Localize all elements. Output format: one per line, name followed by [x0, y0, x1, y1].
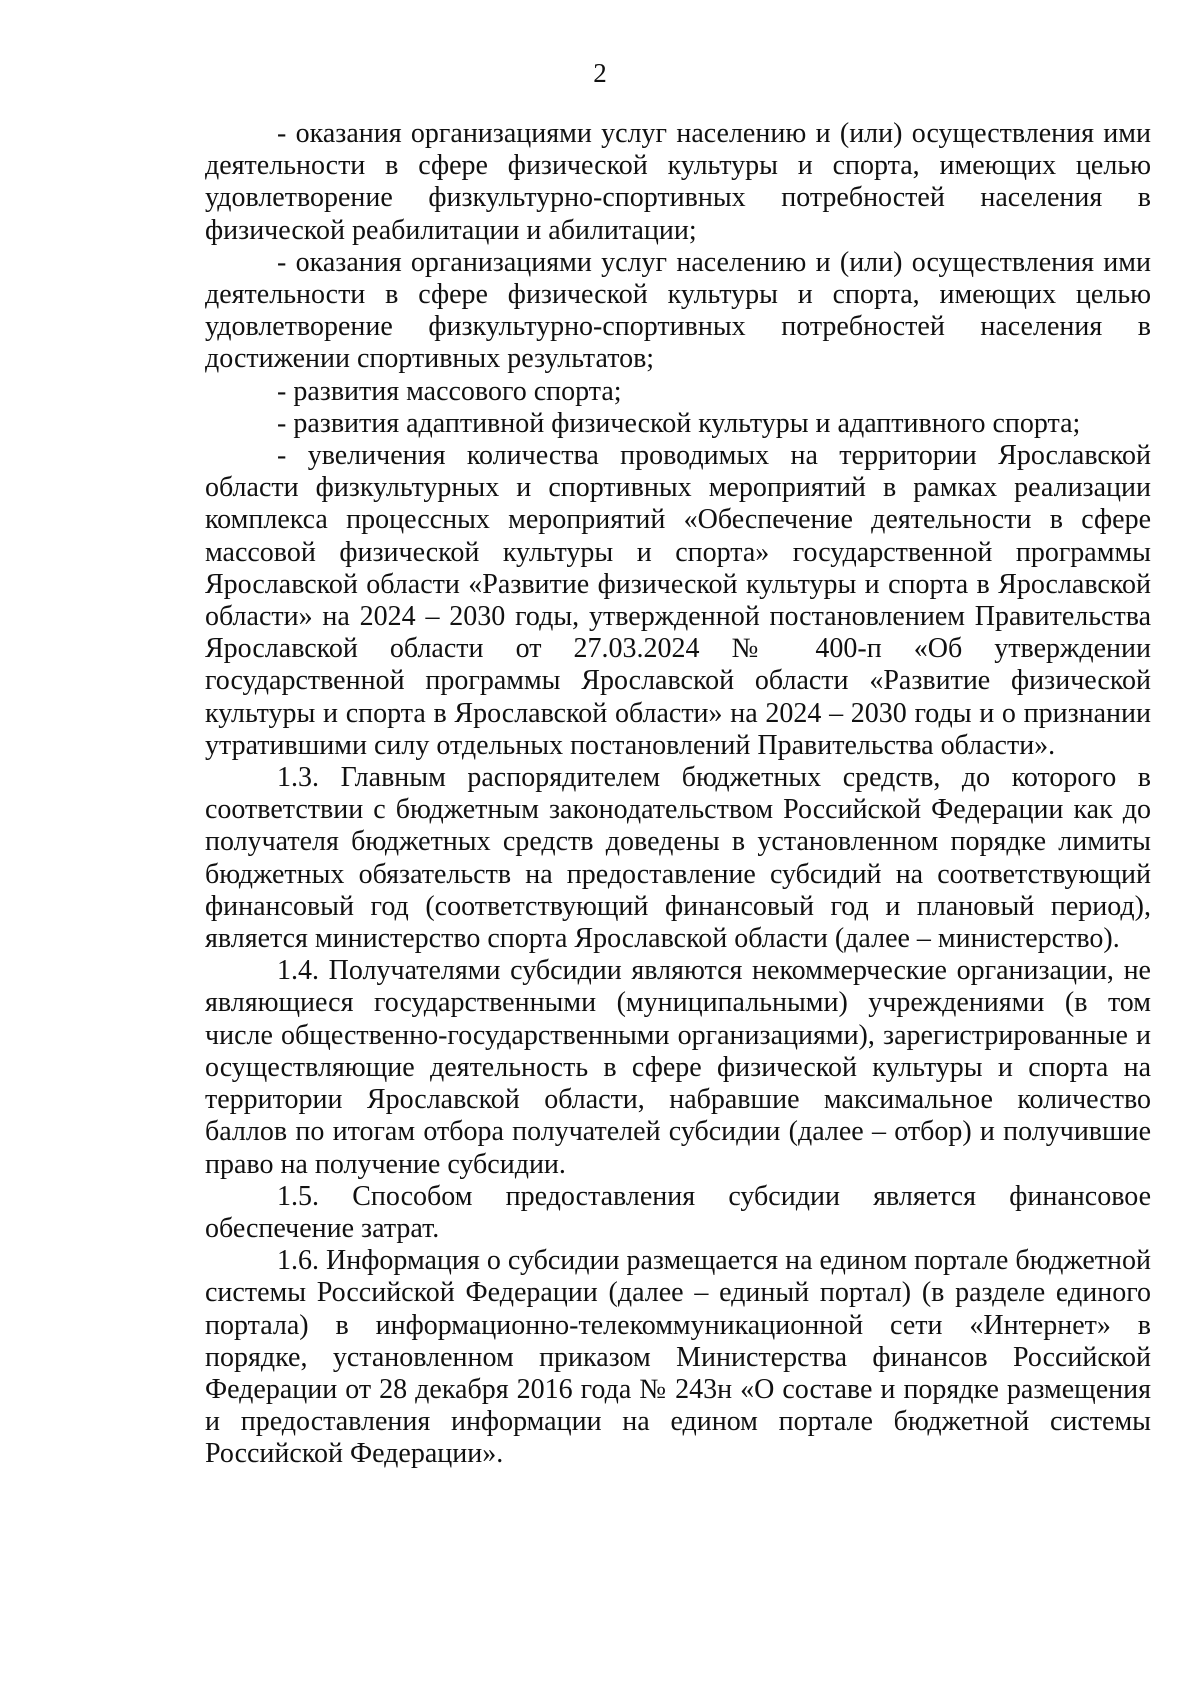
document-body — [205, 118, 1151, 1471]
paragraph-bullet-sport-results: - оказания организациями услуг населению и (или) осуществления ими деятельности в сфере физической культуры и спорта, имеющих целью удовлетворение физкультурно-спортивных потребностей населения в достижении спортивных результатов; — [205, 246, 1151, 375]
paragraph-bullet-events: - увеличения количества проводимых на территории Ярославской области физкультурных и спортивных мероприятий в рамках реализации комплекса процессных мероприятий «Обеспечение деятельности в сфере массовой физической культуры и спорта» государственной программы Ярославской области «Развитие физической культуры и спорта в Ярославской области» на 2024 – 2030 годы, утвержденной постановлением Правительства Ярославской области от 27.03.2024 № 400-п «Об утверждении государственной программы Ярославской области «Развитие физической культуры и спорта в Ярославской области» на 2024 – 2030 годы и о признании утратившими силу отдельных постановлений Правительства области». — [205, 440, 1151, 761]
paragraph-1-5: 1.5. Способом предоставления субсидии является финансовое обеспечение затрат. — [205, 1180, 1151, 1244]
paragraph-bullet-rehabilitation: - оказания организациями услуг населению и (или) осуществления ими деятельности в сфере физической культуры и спорта, имеющих целью удовлетворение физкультурно-спортивных потребностей населения в физической реабилитации и абилитации; — [205, 118, 1151, 246]
page-number: 2 — [593, 58, 607, 88]
paragraph-bullet-adaptive-sport: - развития адаптивной физической культуры и адаптивного спорта; — [277, 407, 1081, 439]
paragraph-1-3: 1.3. Главным распорядителем бюджетных средств, до которого в соответствии с бюджетным законодательством Российской Федерации как до получателя бюджетных средств доведены в установленном порядке лимиты бюджетных обязательств на предоставление субсидий на соответствующий финансовый год (соответствующий финансовый год и плановый период), является министерство спорта Ярославской области (далее – министерство). — [205, 762, 1151, 955]
paragraph-bullet-mass-sport: - развития массового спорта; — [277, 375, 622, 407]
paragraph-1-6: 1.6. Информация о субсидии размещается на едином портале бюджетной системы Российской Федерации (далее – единый портал) (в разделе единого портала) в информационно-телекоммуникационной сети «Интернет» в порядке, установленном приказом Министерства финансов Российской Федерации от 28 декабря 2016 года № 243н «О составе и порядке размещения и предоставления информации на едином портале бюджетной системы Российской Федерации». — [205, 1245, 1151, 1470]
paragraph-1-4: 1.4. Получателями субсидии являются некоммерческие организации, не являющиеся государственными (муниципальными) учреждениями (в том числе общественно-государственными организациями), зарегистрированные и осуществляющие деятельность в сфере физической культуры и спорта на территории Ярославской области, набравшие максимальное количество баллов по итогам отбора получателей субсидии (далее – отбор) и получившие право на получение субсидии. — [205, 955, 1151, 1180]
